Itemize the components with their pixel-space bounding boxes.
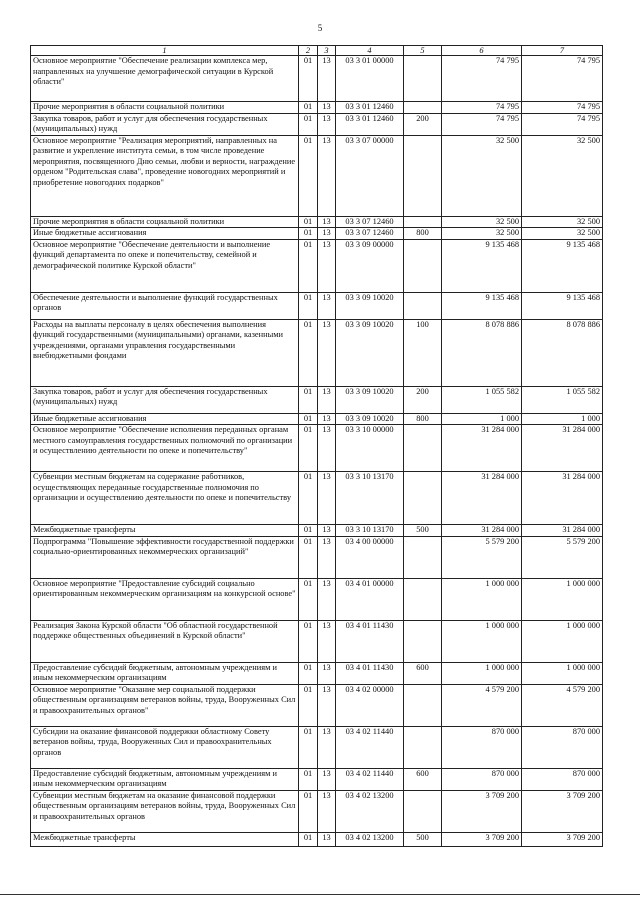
table-row	[31, 768, 603, 790]
row-name: Основное мероприятие "Реализация мероприятий, направленных на развитие и укрепление института семьи, в том числе проведение мероприятия, посвященного Дню семьи, любви и верности, награждение орденом "Родительская слава", проведение новогодних мероприятий и приобретение новогодних подарков"	[31, 135, 299, 216]
table-row	[31, 525, 603, 537]
row-amount-1: 31 284 000	[442, 425, 522, 472]
column-header: 1	[31, 46, 299, 56]
row-amount-1: 32 500	[442, 216, 522, 228]
row-section: 13	[318, 620, 336, 662]
row-amount-1: 9 135 468	[442, 239, 522, 292]
row-section: 13	[318, 135, 336, 216]
row-section: 13	[318, 684, 336, 726]
row-grbs: 01	[299, 768, 318, 790]
row-section: 13	[318, 56, 336, 102]
row-name: Предоставление субсидий бюджетным, автономным учреждениям и иным некоммерческим организациям	[31, 662, 299, 684]
row-expense-type	[404, 472, 442, 525]
row-expense-type	[404, 790, 442, 832]
row-target-article: 03 3 09 00000	[336, 239, 404, 292]
row-target-article: 03 4 02 13200	[336, 790, 404, 832]
row-section: 13	[318, 768, 336, 790]
row-amount-1: 870 000	[442, 726, 522, 768]
row-grbs: 01	[299, 386, 318, 413]
row-target-article: 03 3 01 12460	[336, 102, 404, 114]
row-expense-type	[404, 578, 442, 620]
row-section: 13	[318, 292, 336, 319]
row-target-article: 03 4 00 00000	[336, 536, 404, 578]
table-row	[31, 413, 603, 425]
row-section: 13	[318, 425, 336, 472]
table-row	[31, 386, 603, 413]
row-amount-1: 74 795	[442, 102, 522, 114]
row-amount-2: 32 500	[522, 135, 603, 216]
row-target-article: 03 4 01 11430	[336, 662, 404, 684]
table-row	[31, 684, 603, 726]
row-name: Основное мероприятие "Обеспечение реализации комплекса мер, направленных на улучшение демографической ситуации в Курской области"	[31, 56, 299, 102]
row-amount-2: 8 078 886	[522, 319, 603, 386]
row-amount-1: 3 709 200	[442, 832, 522, 846]
row-name: Межбюджетные трансферты	[31, 832, 299, 846]
row-amount-1: 8 078 886	[442, 319, 522, 386]
row-expense-type	[404, 239, 442, 292]
row-amount-1: 74 795	[442, 56, 522, 102]
page-number: 5	[317, 23, 323, 33]
row-expense-type	[404, 425, 442, 472]
row-amount-1: 3 709 200	[442, 790, 522, 832]
row-grbs: 01	[299, 239, 318, 292]
column-header: 2	[299, 46, 318, 56]
row-expense-type	[404, 216, 442, 228]
table-row	[31, 472, 603, 525]
table-row	[31, 113, 603, 135]
row-amount-2: 5 579 200	[522, 536, 603, 578]
column-header: 3	[318, 46, 336, 56]
row-amount-2: 32 500	[522, 228, 603, 240]
table-row	[31, 620, 603, 662]
row-target-article: 03 4 02 13200	[336, 832, 404, 846]
table-row	[31, 319, 603, 386]
row-grbs: 01	[299, 620, 318, 662]
column-header: 5	[404, 46, 442, 56]
row-expense-type	[404, 620, 442, 662]
row-amount-2: 74 795	[522, 102, 603, 114]
row-amount-2: 870 000	[522, 768, 603, 790]
row-grbs: 01	[299, 113, 318, 135]
row-expense-type: 600	[404, 662, 442, 684]
row-name: Иные бюджетные ассигнования	[31, 228, 299, 240]
row-grbs: 01	[299, 292, 318, 319]
row-name: Прочие мероприятия в области социальной политики	[31, 216, 299, 228]
row-name: Обеспечение деятельности и выполнение функций государственных органов	[31, 292, 299, 319]
row-amount-1: 31 284 000	[442, 525, 522, 537]
row-name: Основное мероприятие "Предоставление субсидий социально ориентированным некоммерческим организациям на конкурсной основе"	[31, 578, 299, 620]
row-name: Прочие мероприятия в области социальной политики	[31, 102, 299, 114]
row-amount-2: 31 284 000	[522, 472, 603, 525]
table-row	[31, 726, 603, 768]
row-name: Основное мероприятие "Обеспечение исполнения переданных органам местного самоуправления государственных полномочий по организации и осуществлению деятельности по опеке и попечительству"	[31, 425, 299, 472]
row-name: Закупка товаров, работ и услуг для обеспечения государственных (муниципальных) нужд	[31, 386, 299, 413]
row-amount-1: 1 000 000	[442, 620, 522, 662]
row-amount-1: 32 500	[442, 228, 522, 240]
row-amount-2: 1 000 000	[522, 662, 603, 684]
row-amount-2: 9 135 468	[522, 292, 603, 319]
row-name: Основное мероприятие "Оказание мер социальной поддержки общественным организациям ветеранов войны, труда, Вооруженных Сил и правоохранительных органов"	[31, 684, 299, 726]
column-header: 4	[336, 46, 404, 56]
row-grbs: 01	[299, 684, 318, 726]
row-name: Иные бюджетные ассигнования	[31, 413, 299, 425]
row-amount-2: 4 579 200	[522, 684, 603, 726]
row-expense-type: 800	[404, 228, 442, 240]
row-grbs: 01	[299, 525, 318, 537]
table-row	[31, 578, 603, 620]
row-target-article: 03 3 09 10020	[336, 386, 404, 413]
table-row	[31, 239, 603, 292]
row-name: Расходы на выплаты персоналу в целях обеспечения выполнения функций государственными (муниципальными) органами, казенными учреждениями, органами управления государственными внебюджетными фондами	[31, 319, 299, 386]
row-target-article: 03 3 07 00000	[336, 135, 404, 216]
row-expense-type: 200	[404, 113, 442, 135]
row-amount-1: 1 000	[442, 413, 522, 425]
row-expense-type	[404, 135, 442, 216]
row-section: 13	[318, 726, 336, 768]
row-grbs: 01	[299, 216, 318, 228]
row-expense-type	[404, 726, 442, 768]
row-expense-type	[404, 536, 442, 578]
row-name: Субвенции местным бюджетам на оказание финансовой поддержки общественным организациям ветеранов войны, труда, Вооруженных Сил и правоохранительных органов	[31, 790, 299, 832]
row-amount-2: 3 709 200	[522, 832, 603, 846]
row-target-article: 03 3 07 12460	[336, 216, 404, 228]
table-row	[31, 425, 603, 472]
table-row	[31, 102, 603, 114]
row-target-article: 03 3 09 10020	[336, 319, 404, 386]
row-grbs: 01	[299, 425, 318, 472]
row-section: 13	[318, 472, 336, 525]
row-amount-1: 4 579 200	[442, 684, 522, 726]
row-section: 13	[318, 790, 336, 832]
row-expense-type: 500	[404, 525, 442, 537]
row-amount-2: 74 795	[522, 56, 603, 102]
row-section: 13	[318, 319, 336, 386]
row-target-article: 03 4 01 00000	[336, 578, 404, 620]
row-expense-type	[404, 56, 442, 102]
row-grbs: 01	[299, 578, 318, 620]
row-grbs: 01	[299, 56, 318, 102]
row-expense-type: 600	[404, 768, 442, 790]
row-name: Подпрограмма "Повышение эффективности государственной поддержки социально-ориентированных некоммерческих организаций"	[31, 536, 299, 578]
table-row	[31, 56, 603, 102]
row-expense-type	[404, 292, 442, 319]
row-amount-1: 1 000 000	[442, 578, 522, 620]
row-amount-2: 1 000 000	[522, 578, 603, 620]
row-amount-2: 1 055 582	[522, 386, 603, 413]
table-row	[31, 832, 603, 846]
row-target-article: 03 4 02 00000	[336, 684, 404, 726]
row-section: 13	[318, 662, 336, 684]
row-target-article: 03 3 07 12460	[336, 228, 404, 240]
row-grbs: 01	[299, 472, 318, 525]
row-expense-type: 800	[404, 413, 442, 425]
row-amount-1: 31 284 000	[442, 472, 522, 525]
row-amount-1: 1 000 000	[442, 662, 522, 684]
row-amount-2: 3 709 200	[522, 790, 603, 832]
budget-table	[30, 45, 603, 847]
row-target-article: 03 3 01 00000	[336, 56, 404, 102]
row-grbs: 01	[299, 102, 318, 114]
row-target-article: 03 4 02 11440	[336, 768, 404, 790]
row-section: 13	[318, 386, 336, 413]
row-grbs: 01	[299, 726, 318, 768]
row-section: 13	[318, 536, 336, 578]
row-amount-1: 870 000	[442, 768, 522, 790]
row-expense-type: 200	[404, 386, 442, 413]
row-grbs: 01	[299, 319, 318, 386]
row-name: Субвенции местным бюджетам на содержание работников, осуществляющих переданные государственные полномочия по организации и осуществлению деятельности по опеке и попечительству	[31, 472, 299, 525]
row-section: 13	[318, 216, 336, 228]
row-amount-1: 5 579 200	[442, 536, 522, 578]
row-amount-2: 9 135 468	[522, 239, 603, 292]
row-name: Основное мероприятие "Обеспечение деятельности и выполнение функций департамента по опеке и попечительству, семейной и демографической политике Курской области"	[31, 239, 299, 292]
row-amount-1: 32 500	[442, 135, 522, 216]
table-row	[31, 135, 603, 216]
row-target-article: 03 3 09 10020	[336, 413, 404, 425]
table-row	[31, 536, 603, 578]
row-target-article: 03 3 10 13170	[336, 525, 404, 537]
row-grbs: 01	[299, 135, 318, 216]
row-grbs: 01	[299, 228, 318, 240]
row-section: 13	[318, 102, 336, 114]
row-target-article: 03 3 10 00000	[336, 425, 404, 472]
row-target-article: 03 3 10 13170	[336, 472, 404, 525]
row-name: Реализация Закона Курской области "Об областной государственной поддержке общественных объединений в Курской области"	[31, 620, 299, 662]
row-target-article: 03 3 01 12460	[336, 113, 404, 135]
row-amount-1: 1 055 582	[442, 386, 522, 413]
row-target-article: 03 4 01 11430	[336, 620, 404, 662]
row-amount-2: 870 000	[522, 726, 603, 768]
column-header: 6	[442, 46, 522, 56]
row-grbs: 01	[299, 413, 318, 425]
row-grbs: 01	[299, 536, 318, 578]
row-section: 13	[318, 578, 336, 620]
row-name: Предоставление субсидий бюджетным, автономным учреждениям и иным некоммерческим организациям	[31, 768, 299, 790]
row-section: 13	[318, 113, 336, 135]
row-grbs: 01	[299, 790, 318, 832]
row-amount-2: 1 000 000	[522, 620, 603, 662]
table-row	[31, 216, 603, 228]
row-target-article: 03 4 02 11440	[336, 726, 404, 768]
row-name: Закупка товаров, работ и услуг для обеспечения государственных (муниципальных) нужд	[31, 113, 299, 135]
row-grbs: 01	[299, 662, 318, 684]
row-expense-type	[404, 684, 442, 726]
row-amount-1: 9 135 468	[442, 292, 522, 319]
row-target-article: 03 3 09 10020	[336, 292, 404, 319]
row-name: Межбюджетные трансферты	[31, 525, 299, 537]
row-section: 13	[318, 239, 336, 292]
table-row	[31, 292, 603, 319]
table-row	[31, 790, 603, 832]
row-amount-1: 74 795	[442, 113, 522, 135]
table-row	[31, 662, 603, 684]
row-section: 13	[318, 413, 336, 425]
row-name: Субсидии на оказание финансовой поддержки областному Совету ветеранов войны, труда, Вооруженных Сил и правоохранительных органов	[31, 726, 299, 768]
header-row	[31, 46, 603, 56]
row-grbs: 01	[299, 832, 318, 846]
row-amount-2: 32 500	[522, 216, 603, 228]
page-bottom-rule	[0, 894, 640, 895]
row-amount-2: 31 284 000	[522, 425, 603, 472]
row-amount-2: 74 795	[522, 113, 603, 135]
row-expense-type: 500	[404, 832, 442, 846]
row-section: 13	[318, 525, 336, 537]
row-expense-type	[404, 102, 442, 114]
row-section: 13	[318, 228, 336, 240]
row-section: 13	[318, 832, 336, 846]
row-amount-2: 31 284 000	[522, 525, 603, 537]
row-expense-type: 100	[404, 319, 442, 386]
row-amount-2: 1 000	[522, 413, 603, 425]
column-header: 7	[522, 46, 603, 56]
table-row	[31, 228, 603, 240]
